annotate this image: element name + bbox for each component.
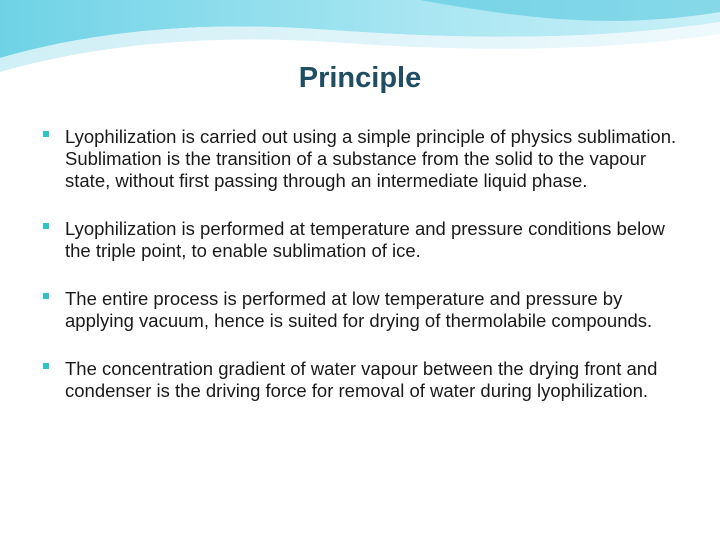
- bullet-item: [40, 126, 690, 192]
- square-bullet-icon: [43, 363, 49, 369]
- bullet-item: [40, 288, 690, 332]
- bullet-text: The concentration gradient of water vapour between the drying front and condenser is the driving force for removal of water during lyophilization.: [65, 358, 658, 401]
- bullet-list: [40, 126, 690, 402]
- square-bullet-icon: [43, 223, 49, 229]
- bullet-item: [40, 218, 690, 262]
- bullet-item: [40, 358, 690, 402]
- slide-title: Principle: [298, 62, 422, 94]
- square-bullet-icon: [43, 293, 49, 299]
- bullet-text: Lyophilization is performed at temperature and pressure conditions below the triple point, to enable sublimation of ice.: [65, 218, 665, 261]
- bullet-text: The entire process is performed at low temperature and pressure by applying vacuum, hence is suited for drying of thermolabile compounds.: [65, 288, 653, 331]
- square-bullet-icon: [43, 131, 49, 137]
- bullet-text: Lyophilization is carried out using a simple principle of physics sublimation. Sublimation is the transition of a substance from the solid to the vapour state, without first passing through an intermediate liquid phase.: [65, 126, 677, 191]
